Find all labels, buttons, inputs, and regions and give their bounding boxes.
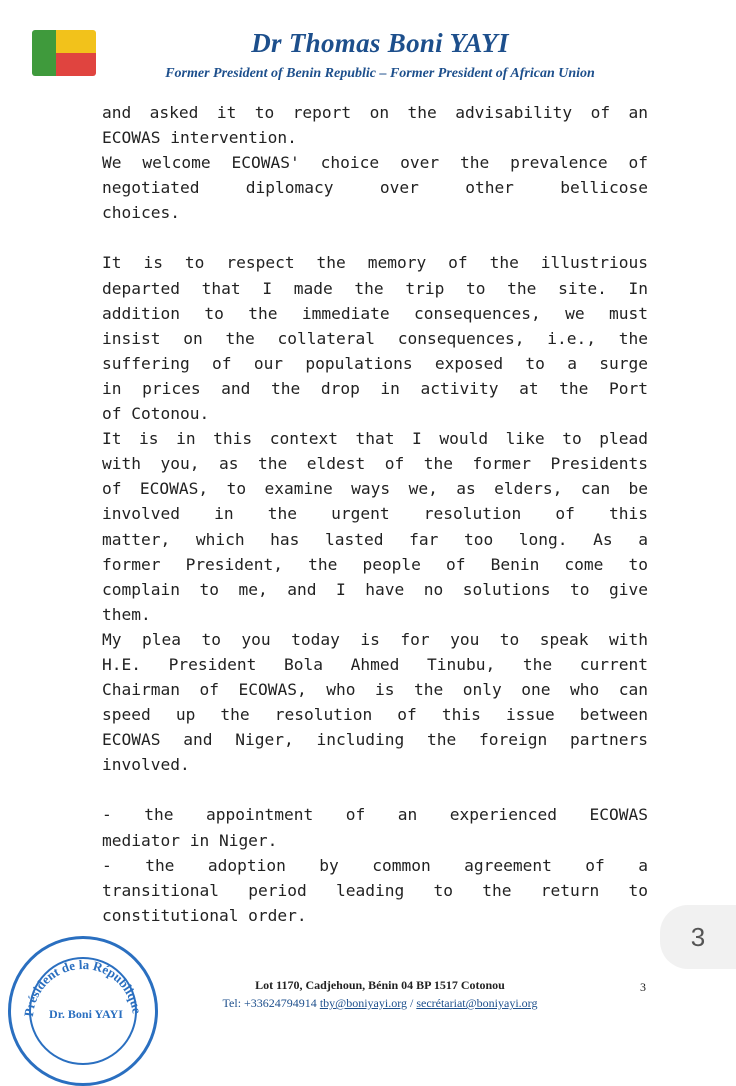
footer-email-link[interactable]: tby@boniyayi.org	[319, 996, 407, 1010]
text-line: with you, as the eldest of the former Presidents	[102, 454, 648, 474]
text-line: in prices and the drop in activity at the Port	[102, 378, 648, 398]
text-line: ECOWAS intervention.	[102, 128, 297, 148]
text-line: It is to respect the memory of the illustrious	[102, 253, 648, 273]
text-line: of Cotonou.	[102, 404, 210, 424]
footer-address: Lot 1170, Cadjehoun, Bénin 04 BP 1517 Cotonou	[255, 978, 505, 992]
text-line: involved in the urgent resolution of this	[102, 504, 648, 524]
footer-phone: Tel: +33624794914	[222, 996, 317, 1010]
paragraph-4	[102, 426, 648, 627]
text-line: involved.	[102, 755, 190, 775]
text-line: transitional period leading to the return to	[102, 880, 648, 900]
text-line: mediator in Niger.	[102, 830, 278, 850]
text-line: them.	[102, 604, 151, 624]
text-line: constitutional order.	[102, 905, 307, 925]
text-line: former President, the people of Benin come to	[102, 554, 648, 574]
text-line: - the adoption by common agreement of a	[102, 855, 648, 875]
text-line: and asked it to report on the advisability of an	[102, 103, 648, 122]
text-line: It is in this context that I would like to plead	[102, 429, 648, 449]
text-line: speed up the resolution of this issue between	[102, 705, 648, 725]
text-line: insist on the collateral consequences, i.e., the	[102, 328, 648, 348]
text-line: complain to me, and I have no solutions to give	[102, 579, 648, 599]
text-line: ECOWAS and Niger, including the foreign partners	[102, 730, 648, 750]
letterhead-title: Former President of Benin Republic – Former President of African Union	[165, 66, 595, 81]
bullet-item-2	[102, 853, 648, 928]
letterhead-name: Dr Thomas Boni YAYI	[251, 28, 509, 58]
paragraph-5	[102, 627, 648, 778]
seal-arc-label: Président de la République	[20, 956, 145, 1018]
text-line: departed that I made the trip to the site. In	[102, 278, 648, 298]
text-line: of ECOWAS, to examine ways we, as elders, can be	[102, 479, 648, 499]
text-line: My plea to you today is for you to speak with	[102, 629, 648, 649]
seal-name: Dr. Boni YAYI	[49, 1007, 123, 1021]
text-line: - the appointment of an experienced ECOWAS	[102, 805, 648, 825]
text-line: matter, which has lasted far too long. As a	[102, 529, 648, 549]
bullet-item-1	[102, 802, 648, 852]
text-line: H.E. President Bola Ahmed Tinubu, the current	[102, 654, 648, 674]
paragraph-2	[102, 150, 648, 225]
footer-secretariat-email-link[interactable]: secrétariat@boniyayi.org	[416, 996, 538, 1010]
flag-green-band	[32, 30, 56, 76]
text-line: negotiated diplomacy over other bellicose	[102, 178, 648, 198]
footer-page-number: 3	[640, 980, 646, 994]
paragraph-1	[102, 100, 648, 150]
footer-contact	[140, 996, 620, 1011]
text-line: addition to the immediate consequences, we must	[102, 303, 648, 323]
flag-yellow-band	[56, 30, 96, 53]
paragraph-3	[102, 250, 648, 426]
text-line: suffering of our populations exposed to a surge	[102, 353, 648, 373]
text-line: choices.	[102, 203, 180, 223]
benin-flag-logo	[32, 30, 96, 76]
footer-separator: /	[409, 996, 414, 1010]
text-line: Chairman of ECOWAS, who is the only one who can	[102, 680, 648, 700]
flag-red-band	[56, 53, 96, 76]
viewer-page-indicator[interactable]: 3	[660, 905, 736, 969]
letter-body	[102, 100, 648, 928]
presidential-seal-stamp	[8, 936, 158, 1086]
text-line: We welcome ECOWAS' choice over the prevalence of	[102, 153, 648, 173]
